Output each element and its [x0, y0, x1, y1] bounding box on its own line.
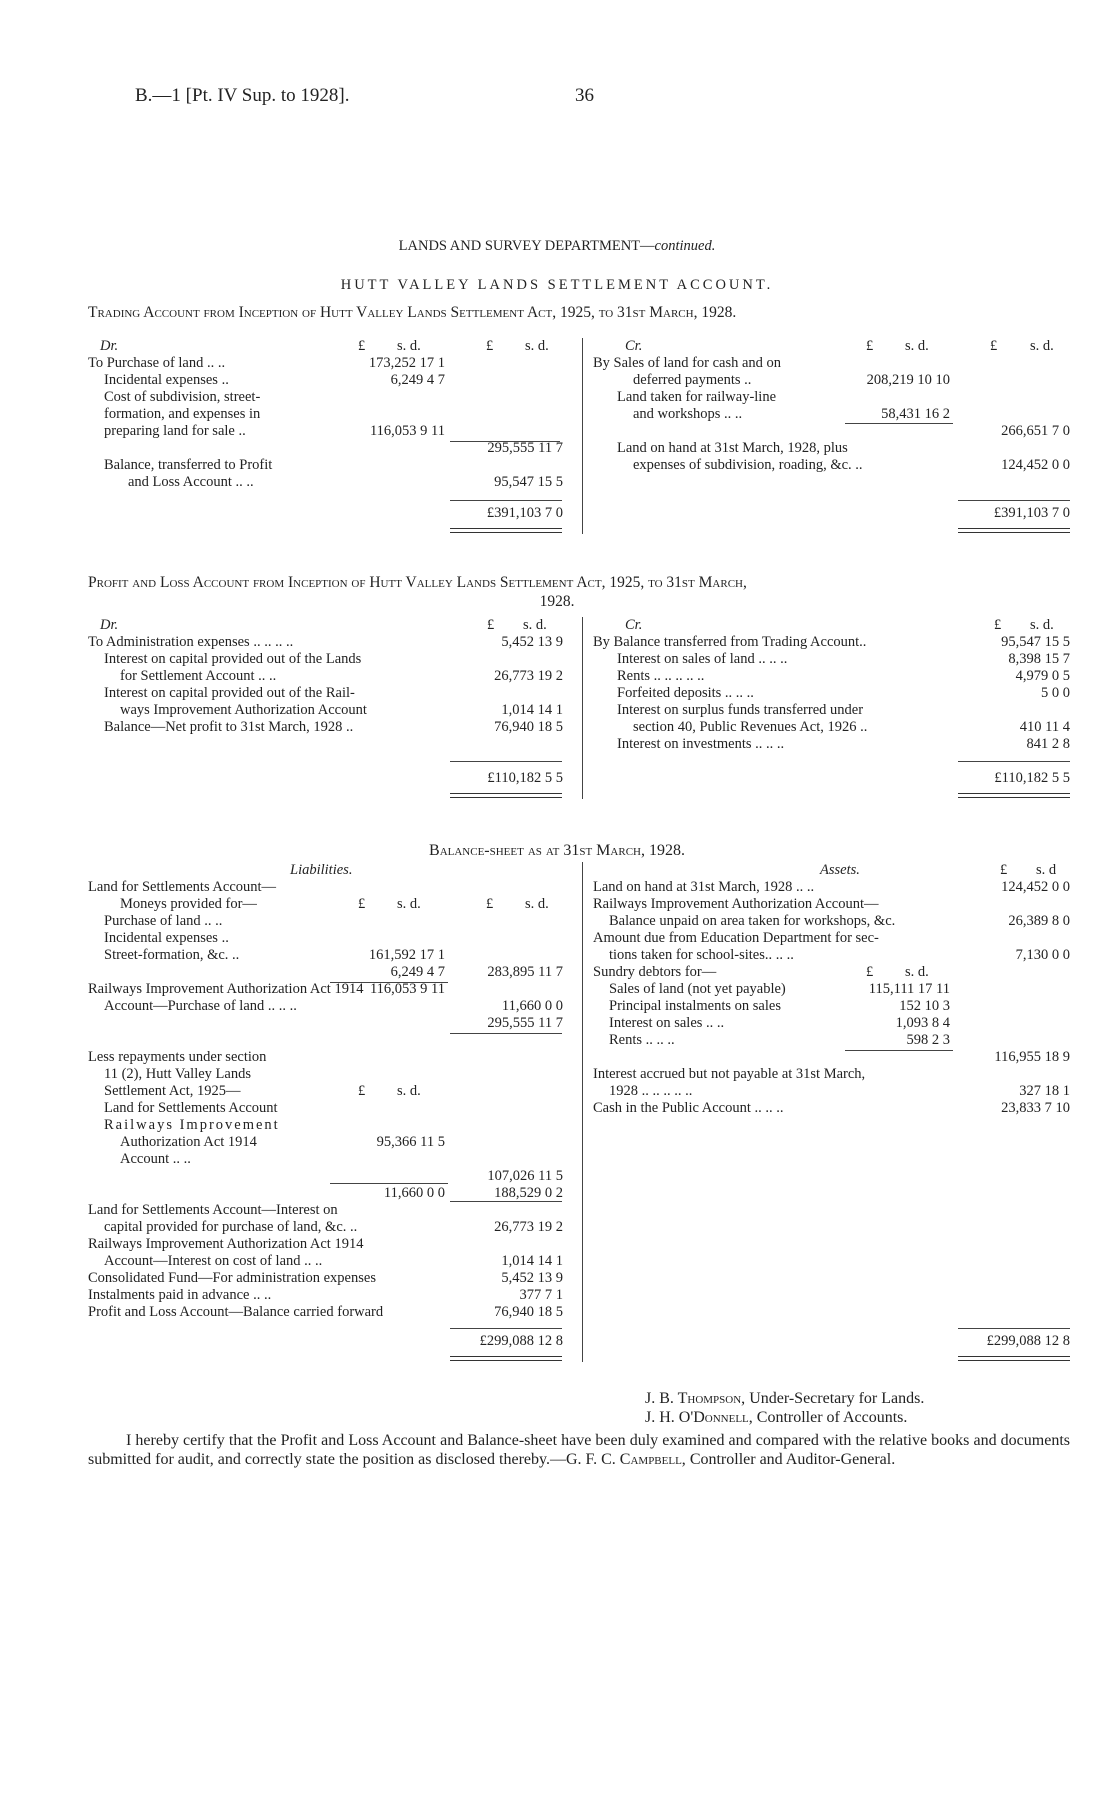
- amount: 11,660 0 0: [501, 998, 563, 1014]
- text-line: Authorization Act 1914: [120, 1134, 257, 1150]
- liab-sub-head: £: [358, 1083, 366, 1099]
- text-line: Sundry debtors for—: [593, 964, 717, 980]
- amount: [955, 930, 1070, 947]
- double-rule: [958, 528, 1070, 533]
- text-line: Land for Settlements Account—Interest on: [88, 1202, 338, 1218]
- trading-right-col-head: £: [866, 338, 874, 354]
- text-line: and workshops .. ..: [633, 406, 743, 422]
- amount: 1,014 14 1: [501, 702, 563, 718]
- amount: [445, 896, 563, 913]
- amount: [320, 1151, 445, 1168]
- pl-cr-label: Cr.: [625, 617, 643, 633]
- amount: 7,130 0 0: [1015, 947, 1070, 963]
- amount: 124,452 0 0: [1001, 879, 1070, 895]
- pl-left-col-head: s. d.: [523, 617, 547, 633]
- amount: 107,026 11 5: [487, 1168, 563, 1184]
- amount: [445, 1032, 563, 1049]
- amount: [820, 457, 950, 474]
- text-line: Interest on capital provided out of the Lands: [104, 651, 362, 667]
- amount: 295,555 11 7: [487, 440, 563, 456]
- double-rule: [958, 1356, 1070, 1361]
- trading-left-col-head: s. d.: [397, 338, 421, 354]
- text-line: Rents .. .. ..: [609, 1032, 675, 1048]
- amount: [320, 1100, 445, 1117]
- text-line: Moneys provided for—: [120, 896, 257, 912]
- amount: [955, 702, 1070, 719]
- amount: [820, 879, 950, 896]
- rule: [958, 761, 1070, 762]
- liabilities-inner-amounts: [320, 913, 445, 1355]
- amount: [955, 372, 1070, 389]
- text-line: Amount due from Education Department for sec-: [593, 930, 879, 946]
- trading-left-outer-amounts: [445, 355, 563, 491]
- amount: [445, 355, 563, 372]
- amount: [320, 1117, 445, 1134]
- amount: [820, 355, 950, 372]
- amount: 124,452 0 0: [1001, 457, 1070, 473]
- double-rule: [450, 1356, 562, 1361]
- amount: [445, 913, 563, 930]
- pl-right-col-head: s. d.: [1030, 617, 1054, 633]
- balance-divider: [582, 862, 583, 1362]
- amount: 377 7 1: [519, 1287, 563, 1303]
- amount: [955, 440, 1070, 457]
- assets-label: Assets.: [820, 862, 860, 878]
- text-line: Less repayments under section: [88, 1049, 267, 1065]
- amount: 76,940 18 5: [494, 719, 563, 735]
- double-rule: [450, 528, 562, 533]
- text-line: Cost of subdivision, street-: [104, 389, 261, 405]
- text-line: 1928 .. .. .. .. ..: [609, 1083, 693, 1099]
- amount: 116,955 18 9: [994, 1049, 1070, 1065]
- pl-left-col-head: £: [487, 617, 495, 633]
- amount: [445, 1236, 563, 1253]
- text-line: Account—Interest on cost of land .. ..: [104, 1253, 323, 1269]
- text-line: Balance, transferred to Profit: [104, 457, 273, 473]
- pl-left-total: £110,182 5 5: [487, 770, 563, 786]
- amount: [320, 1066, 445, 1083]
- amount: 1,014 14 1: [501, 1253, 563, 1269]
- text-line: By Balance transferred from Trading Account..: [593, 634, 867, 650]
- amount: [955, 389, 1070, 406]
- rule: [845, 423, 953, 424]
- amount: [955, 406, 1070, 423]
- trading-left-descriptions: [88, 355, 272, 491]
- text-line: Interest on sales of land .. .. ..: [617, 651, 788, 667]
- text-line: To Administration expenses .. .. .. ..: [88, 634, 294, 650]
- amount: 5 0 0: [1041, 685, 1070, 701]
- amount: [320, 1321, 445, 1338]
- text-line: section 40, Public Revenues Act, 1926 ..: [633, 719, 868, 735]
- amount: [820, 1100, 950, 1117]
- amount: 116,053 9 11: [369, 981, 445, 997]
- amount: [820, 947, 950, 964]
- amount: 152 10 3: [899, 998, 950, 1014]
- pl-left-amounts: [445, 634, 563, 736]
- text-line: Street-formation, &c. ..: [104, 947, 240, 963]
- liab-col-head: s. d.: [525, 896, 549, 912]
- amount: 188,529 0 2: [494, 1185, 563, 1201]
- text-line: Land on hand at 31st March, 1928, plus: [617, 440, 848, 456]
- amount: [320, 1236, 445, 1253]
- signature-title: Controller of Accounts.: [756, 1409, 908, 1426]
- amount: [445, 1083, 563, 1100]
- text-line: Railways Improvement Authorization Act 1914: [88, 1236, 364, 1252]
- amount: 23,833 7 10: [1001, 1100, 1070, 1116]
- text-line: Land taken for railway-line: [617, 389, 777, 405]
- amount: [445, 1151, 563, 1168]
- text-line: Railways Improvement Authorization Account—: [593, 896, 879, 912]
- trading-right-total: £391,103 7 0: [993, 505, 1070, 521]
- assets-outer-amounts: [955, 879, 1070, 1117]
- text-line: preparing land for sale ..: [104, 423, 246, 439]
- amount: [820, 896, 950, 913]
- text-line: Railways Improvement Authorization Act 1914: [88, 981, 364, 997]
- amount: 6,249 4 7: [390, 372, 445, 388]
- amount: [320, 1219, 445, 1236]
- amount: 4,979 0 5: [1015, 668, 1070, 684]
- text-line: Interest on surplus funds transferred under: [617, 702, 864, 718]
- certification-signer: Campbell,: [619, 1451, 686, 1468]
- amount: 327 18 1: [1019, 1083, 1070, 1099]
- signature-name: J. H. O'Donnell,: [645, 1409, 753, 1426]
- rule: [845, 1050, 953, 1051]
- trading-left-col-head: s. d.: [525, 338, 549, 354]
- amount: 266,651 7 0: [1001, 423, 1070, 439]
- liab-col-head: s. d.: [397, 896, 421, 912]
- balance-sheet-title: Balance-sheet as at 31st March, 1928.: [429, 842, 685, 859]
- amount: 410 11 4: [1019, 719, 1070, 735]
- amount: [955, 896, 1070, 913]
- trading-left-inner-amounts: [320, 355, 445, 491]
- amount: [955, 1015, 1070, 1032]
- department-title-suffix: continued.: [654, 238, 716, 254]
- text-line: Railways Improvement: [104, 1117, 280, 1133]
- text-line: formation, and expenses in: [104, 406, 261, 422]
- trading-right-inner-amounts: [820, 355, 950, 474]
- amount: [820, 440, 950, 457]
- trading-right-outer-amounts: [955, 355, 1070, 474]
- trading-right-col-head: s. d.: [905, 338, 929, 354]
- text-line: Rents .. .. .. .. ..: [617, 668, 705, 684]
- amount: [445, 651, 563, 668]
- rule: [958, 500, 1070, 501]
- amount: 58,431 16 2: [881, 406, 950, 422]
- trading-left-col-head: £: [486, 338, 494, 354]
- pl-right-total: £110,182 5 5: [994, 770, 1070, 786]
- rule: [330, 1183, 448, 1184]
- text-line: To Purchase of land .. ..: [88, 355, 226, 371]
- assets-inner-amounts: [820, 879, 950, 1117]
- pl-right-descriptions: [593, 634, 867, 753]
- certification-text: I hereby certify that the Profit and Loss Account and Balance-sheet have been duly examined and compared with the relative books and documents submitted for audit, and correctly state the position as disclosed thereby.—G. F. C.: [88, 1432, 1070, 1468]
- text-line: 11 (2), Hutt Valley Lands: [104, 1066, 251, 1082]
- amount: [955, 1032, 1070, 1049]
- signature-title: Under-Secretary for Lands.: [749, 1390, 925, 1407]
- trading-divider: [582, 338, 583, 534]
- amount: [320, 913, 445, 930]
- amount: [320, 1202, 445, 1219]
- liabilities-total: £299,088 12 8: [479, 1333, 563, 1349]
- amount: [445, 947, 563, 964]
- text-line: Account—Purchase of land .. .. ..: [104, 998, 297, 1014]
- assets-total: £299,088 12 8: [986, 1333, 1070, 1349]
- amount: [320, 930, 445, 947]
- amount: [320, 1032, 445, 1049]
- amount: 115,111 17 11: [868, 981, 950, 997]
- text-line: Interest on capital provided out of the Rail-: [104, 685, 355, 701]
- amount: [445, 372, 563, 389]
- pl-right-amounts: [955, 634, 1070, 753]
- text-line: Balance—Net profit to 31st March, 1928 ..: [104, 719, 354, 735]
- page-number: 36: [575, 85, 594, 106]
- pl-dr-label: Dr.: [100, 617, 119, 633]
- amount: [320, 1015, 445, 1032]
- asset-col-head: s. d: [1036, 862, 1057, 878]
- text-line: Incidental expenses ..: [104, 930, 229, 946]
- amount: 11,660 0 0: [383, 1185, 445, 1201]
- text-line: Account .. ..: [120, 1151, 191, 1167]
- amount: [320, 1270, 445, 1287]
- liabilities-label: Liabilities.: [290, 862, 353, 878]
- text-line: Balance unpaid on area taken for workshops, &c.: [609, 913, 896, 929]
- text-line: Consolidated Fund—For administration expenses: [88, 1270, 376, 1286]
- amount: 26,773 19 2: [494, 1219, 563, 1235]
- trading-right-col-head: s. d.: [1030, 338, 1054, 354]
- amount: [320, 474, 445, 491]
- trading-dr-label: Dr.: [100, 338, 119, 354]
- amount: 116,053 9 11: [369, 423, 445, 439]
- trading-left-total: £391,103 7 0: [486, 505, 563, 521]
- text-line: Settlement Act, 1925—: [104, 1083, 241, 1099]
- amount: [445, 1117, 563, 1134]
- rule: [958, 1328, 1070, 1329]
- amount: [955, 981, 1070, 998]
- amount: [320, 440, 445, 457]
- text-line: and Loss Account .. ..: [128, 474, 254, 490]
- amount: 76,940 18 5: [494, 1304, 563, 1320]
- amount: [820, 389, 950, 406]
- liab-col-head: £: [486, 896, 494, 912]
- double-rule: [450, 793, 562, 798]
- amount: [445, 981, 563, 998]
- text-line: Forfeited deposits .. .. ..: [617, 685, 754, 701]
- amount: 598 2 3: [906, 1032, 950, 1048]
- amount: [320, 389, 445, 406]
- amount: [320, 457, 445, 474]
- text-line: Profit and Loss Account—Balance carried forward: [88, 1304, 384, 1320]
- amount: 5,452 13 9: [501, 1270, 563, 1286]
- amount: [820, 964, 950, 981]
- amount: 26,389 8 0: [1008, 913, 1070, 929]
- amount: [445, 406, 563, 423]
- signature-odonnell: [645, 1409, 907, 1426]
- amount: [820, 1083, 950, 1100]
- text-line: Land for Settlements Account—: [88, 879, 277, 895]
- double-rule: [958, 793, 1070, 798]
- amount: [445, 1066, 563, 1083]
- text-line: Land on hand at 31st March, 1928 .. ..: [593, 879, 815, 895]
- text-line: Cash in the Public Account .. .. ..: [593, 1100, 784, 1116]
- amount: 5,452 13 9: [501, 634, 563, 650]
- amount: [445, 423, 563, 440]
- certification-signer-title: Controller and Auditor-General.: [685, 1451, 896, 1468]
- amount: 8,398 15 7: [1008, 651, 1070, 667]
- amount: 1,093 8 4: [895, 1015, 950, 1031]
- text-line: Sales of land (not yet payable): [609, 981, 786, 997]
- amount: 161,592 17 1: [368, 947, 445, 963]
- pl-left-descriptions: [88, 634, 367, 736]
- liab-col-head: £: [358, 896, 366, 912]
- amount: 208,219 10 10: [866, 372, 950, 388]
- rule: [450, 1201, 562, 1202]
- amount: 6,249 4 7: [390, 964, 445, 980]
- signature-name: J. B. Thompson,: [645, 1390, 746, 1407]
- amount: [820, 913, 950, 930]
- rule: [330, 982, 448, 983]
- amount: 173,252 17 1: [368, 355, 445, 371]
- text-line: deferred payments ..: [633, 372, 752, 388]
- certification-paragraph: [88, 1431, 1070, 1469]
- department-title: [0, 238, 1114, 255]
- rule: [450, 761, 562, 762]
- liab-sub-head: s. d.: [397, 1083, 421, 1099]
- amount: 295,555 11 7: [487, 1015, 563, 1031]
- amount: [320, 406, 445, 423]
- trading-left-col-head: £: [358, 338, 366, 354]
- text-line: [88, 440, 272, 457]
- page-reference: B.—1 [Pt. IV Sup. to 1928].: [135, 85, 350, 106]
- text-line: Incidental expenses ..: [104, 372, 229, 388]
- amount: 841 2 8: [1026, 736, 1070, 752]
- account-title: HUTT VALLEY LANDS SETTLEMENT ACCOUNT.: [340, 277, 774, 293]
- rule: [450, 1328, 562, 1329]
- profit-loss-title-line2: 1928.: [539, 593, 575, 610]
- amount: [820, 1066, 950, 1083]
- trading-right-col-head: £: [990, 338, 998, 354]
- amount: [320, 1049, 445, 1066]
- amount: [320, 1083, 445, 1100]
- text-line: capital provided for purchase of land, &c. ..: [104, 1219, 358, 1235]
- text-line: Instalments paid in advance .. ..: [88, 1287, 272, 1303]
- text-line: Land for Settlements Account: [104, 1100, 278, 1116]
- asset-sub-head: £: [866, 964, 874, 980]
- text-line: Interest on investments .. .. ..: [617, 736, 785, 752]
- text-line: Interest on sales .. ..: [609, 1015, 725, 1031]
- amount: 95,547 15 5: [1001, 634, 1070, 650]
- text-line: Principal instalments on sales: [609, 998, 781, 1014]
- rule: [450, 500, 562, 501]
- amount: [445, 1202, 563, 1219]
- amount: [955, 964, 1070, 981]
- pl-right-col-head: £: [994, 617, 1002, 633]
- trading-cr-label: Cr.: [625, 338, 643, 354]
- amount: [955, 355, 1070, 372]
- amount: [445, 930, 563, 947]
- amount: [445, 879, 563, 896]
- liabilities-outer-amounts: [445, 879, 563, 1321]
- text-line: expenses of subdivision, roading, &c. ..: [633, 457, 863, 473]
- amount: 95,547 15 5: [494, 474, 563, 490]
- amount: [445, 1100, 563, 1117]
- amount: [955, 1066, 1070, 1083]
- amount: 95,366 11 5: [376, 1134, 445, 1150]
- signature-thompson: [645, 1390, 924, 1407]
- asset-col-head: £: [1000, 862, 1008, 878]
- asset-sub-head: s. d.: [905, 964, 929, 980]
- amount: [445, 1049, 563, 1066]
- amount: 26,773 19 2: [494, 668, 563, 684]
- rule: [450, 1033, 562, 1034]
- trading-title: Trading Account from Inception of Hutt Valley Lands Settlement Act, 1925, to 31st March, 1928.: [88, 304, 737, 321]
- pl-divider: [582, 617, 583, 799]
- text-line: ways Improvement Authorization Account: [120, 702, 367, 718]
- amount: [445, 457, 563, 474]
- amount: [445, 1134, 563, 1151]
- amount: [320, 1304, 445, 1321]
- text-line: By Sales of land for cash and on: [593, 355, 782, 371]
- amount: [820, 1049, 950, 1066]
- amount: [820, 930, 950, 947]
- amount: 283,895 11 7: [487, 964, 563, 980]
- amount: [320, 1338, 445, 1355]
- amount: [955, 998, 1070, 1015]
- text-line: Purchase of land .. ..: [104, 913, 223, 929]
- amount: [820, 423, 950, 440]
- text-line: Interest accrued but not payable at 31st March,: [593, 1066, 866, 1082]
- amount: [320, 1253, 445, 1270]
- text-line: tions taken for school-sites.. .. ..: [609, 947, 794, 963]
- amount: [320, 1287, 445, 1304]
- amount: [320, 998, 445, 1015]
- text-line: for Settlement Account .. ..: [120, 668, 277, 684]
- amount: [445, 685, 563, 702]
- profit-loss-title: Profit and Loss Account from Inception of Hutt Valley Lands Settlement Act, 1925, to 31st March,: [88, 574, 747, 591]
- department-title-text: LANDS AND SURVEY DEPARTMENT—: [398, 238, 655, 254]
- amount: [445, 389, 563, 406]
